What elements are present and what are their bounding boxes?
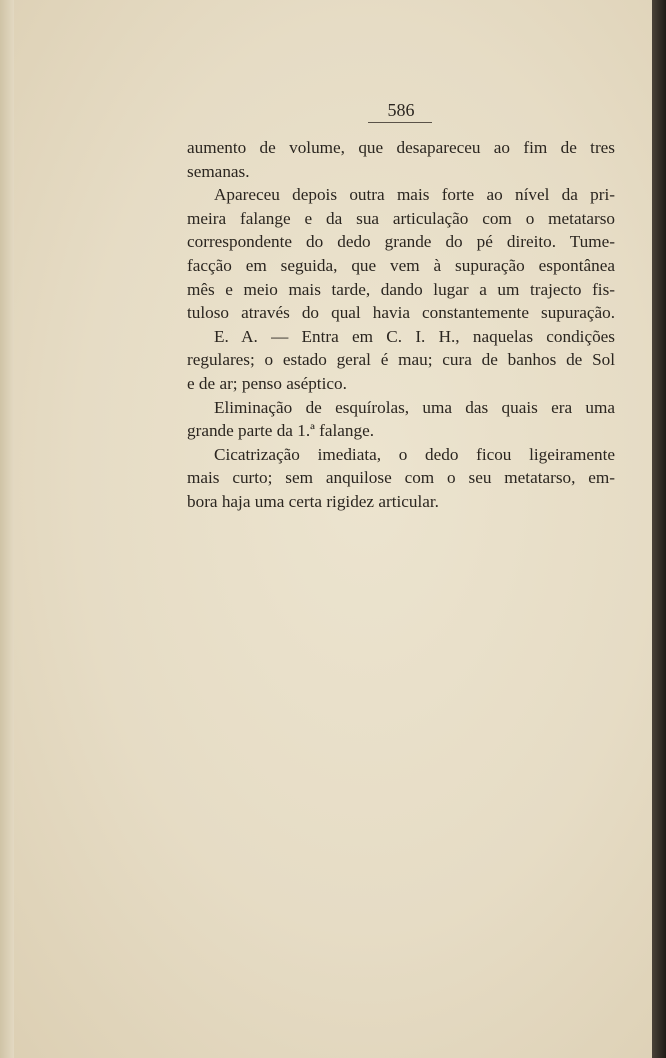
- text-line: facção em seguida, que vem à supuração espontânea: [187, 255, 615, 275]
- text-line: correspondente do dedo grande do pé direito. Tume-: [187, 232, 615, 252]
- header-rule: [368, 122, 432, 123]
- text-line: regulares; o estado geral é mau; cura de banhos de Sol: [187, 350, 615, 370]
- text-line: Apareceu depois outra mais forte ao nível da pri-: [214, 185, 615, 205]
- body-text: [187, 136, 615, 514]
- text-line: mês e meio mais tarde, dando lugar a um trajecto fis-: [187, 279, 615, 299]
- text-line: Eliminação de esquírolas, uma das quais era uma: [214, 397, 615, 417]
- text-line: semanas.: [187, 161, 250, 181]
- text-line: bora haja uma certa rigidez articular.: [187, 491, 439, 511]
- text-line: grande parte da 1.ª falange.: [187, 421, 375, 441]
- text-line: tuloso através do qual havia constantemente supuração.: [187, 303, 615, 323]
- text-line: e de ar; penso aséptico.: [187, 373, 347, 393]
- text-line: mais curto; sem anquilose com o seu metatarso, em-: [187, 468, 615, 488]
- text-line: E. A. — Entra em C. I. H., naquelas condições: [214, 326, 615, 346]
- book-binding-edge: [652, 0, 666, 1058]
- page-left-edge-shadow: [0, 0, 14, 1058]
- text-line: Cicatrização imediata, o dedo ficou ligeiramente: [214, 444, 615, 464]
- text-line: aumento de volume, que desapareceu ao fim de tres: [187, 138, 615, 157]
- page-number: 586: [387, 100, 415, 120]
- text-line: meira falange e da sua articulação com o metatarso: [187, 208, 615, 228]
